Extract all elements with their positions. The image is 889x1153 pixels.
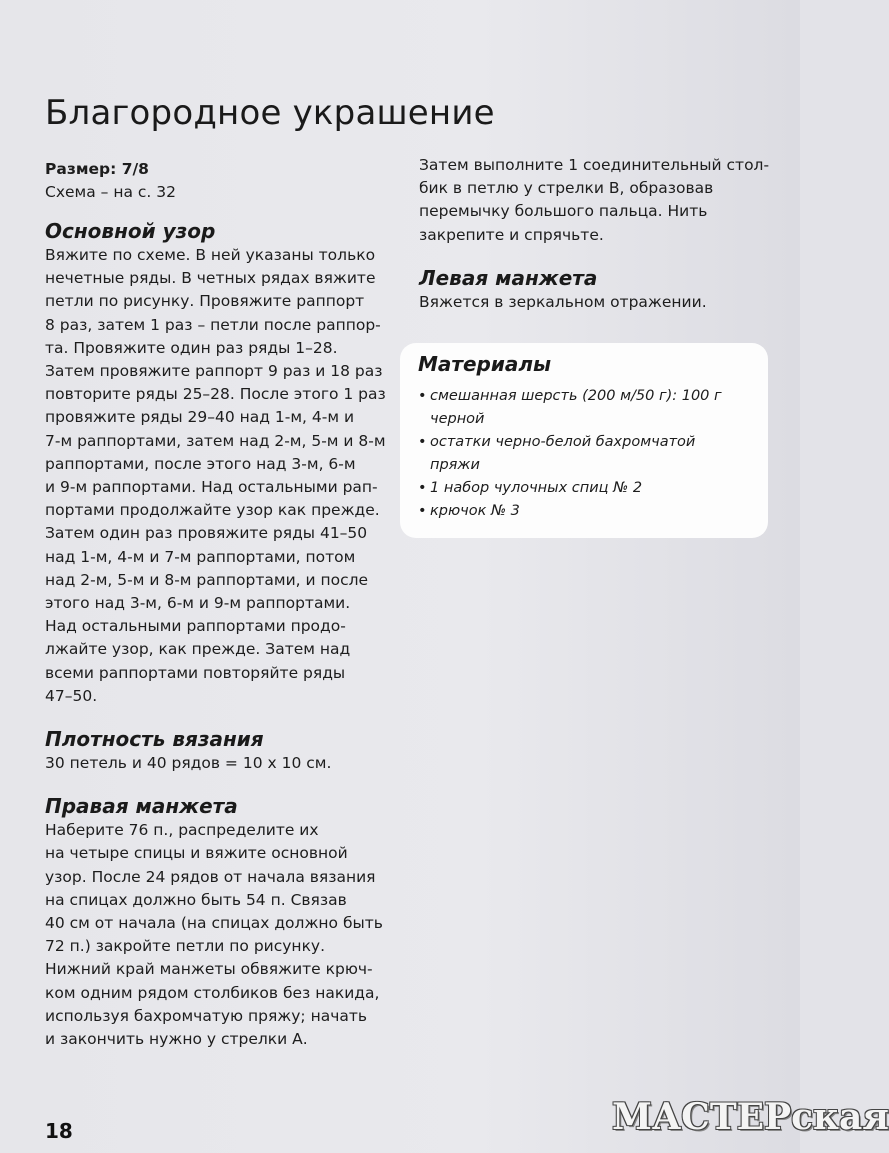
text-line: повторите ряды 25–28. После этого 1 раз: [45, 385, 386, 404]
text-line: Нижний край манжеты обвяжите крюч-: [45, 960, 373, 979]
materials-list: [418, 385, 750, 523]
material-line: остатки черно-белой бахромчатой: [430, 434, 696, 450]
text-line: 8 раз, затем 1 раз – петли после раппор-: [45, 315, 381, 334]
material-line: крючок № 3: [430, 503, 520, 519]
page-number: 18: [45, 1119, 73, 1143]
text-line: перемычку большого пальца. Нить: [419, 202, 708, 221]
list-item: [418, 477, 750, 500]
materials-heading: Материалы: [418, 352, 552, 376]
text-line: на спицах должно быть 54 п. Связав: [45, 890, 347, 909]
bullet-icon: •: [418, 434, 427, 450]
text-line: закрепите и спрячьте.: [419, 225, 604, 244]
text-line: Затем выполните 1 соединительный стол-: [419, 156, 770, 174]
text-line: Вяжите по схеме. В ней указаны только: [45, 246, 376, 264]
text-line: Наберите 76 п., распределите их: [45, 821, 319, 840]
page-title: Благородное украшение: [45, 92, 495, 133]
text-line: 72 п.) закройте петли по рисунку.: [45, 937, 326, 956]
text-line: Затем один раз провяжите ряды 41–50: [45, 524, 368, 543]
text-line: узор. После 24 рядов от начала вязания: [45, 867, 376, 886]
text-line: 7-м раппортами, затем над 2-м, 5-м и 8-м: [45, 431, 386, 450]
text-line: Над остальными раппортами продо-: [45, 617, 346, 636]
text-line: портами продолжайте узор как прежде.: [45, 501, 380, 520]
right-cuff-heading: Правая манжета: [45, 794, 238, 819]
text-line: нечетные ряды. В четных рядах вяжите: [45, 269, 376, 288]
text-line: 30 петель и 40 рядов = 10 х 10 см.: [45, 754, 332, 773]
scheme-reference: Схема – на с. 32: [45, 183, 176, 201]
left-cuff-text: [419, 291, 759, 314]
material-line: черной: [430, 411, 485, 427]
list-item: [418, 500, 750, 523]
materials-box: [400, 343, 768, 538]
bullet-icon: •: [418, 480, 427, 496]
watermark-logo: МАСТЕРская: [612, 1096, 889, 1138]
list-item: [418, 385, 750, 431]
left-cuff-heading: Левая манжета: [419, 265, 598, 290]
text-line: этого над 3-м, 6-м и 9-м раппортами.: [45, 594, 351, 613]
text-line: Затем провяжите раппорт 9 раз и 18 раз: [45, 362, 383, 381]
gauge-text: [45, 752, 395, 775]
bullet-icon: •: [418, 388, 427, 404]
material-line: 1 набор чулочных спиц № 2: [430, 480, 643, 496]
text-line: и закончить нужно у стрелки А.: [45, 1030, 308, 1049]
text-line: используя бахромчатую пряжу; начать: [45, 1006, 368, 1025]
material-line: смешанная шерсть (200 м/50 г): 100 г: [430, 388, 722, 404]
size-label: Размер: 7/8: [45, 160, 149, 178]
text-line: и 9-м раппортами. Над остальными рап-: [45, 478, 378, 497]
material-line: пряжи: [430, 457, 480, 473]
text-line: 47–50.: [45, 686, 98, 705]
text-line: ком одним рядом столбиков без накида,: [45, 983, 380, 1002]
text-line: 40 см от начала (на спицах должно быть: [45, 914, 383, 933]
main-pattern-text: [45, 244, 395, 708]
text-line: петли по рисунку. Провяжите раппорт: [45, 292, 365, 311]
list-item: [418, 431, 750, 477]
bullet-icon: •: [418, 503, 427, 519]
text-line: над 1-м, 4-м и 7-м раппортами, потом: [45, 547, 356, 566]
text-line: бик в петлю у стрелки В, образовав: [419, 179, 714, 198]
text-line: провяжите ряды 29–40 над 1-м, 4-м и: [45, 408, 355, 427]
text-line: на четыре спицы и вяжите основной: [45, 844, 348, 863]
continuation-text: [419, 154, 770, 247]
left-column: [45, 158, 395, 1051]
main-pattern-heading: Основной узор: [45, 219, 216, 243]
gauge-heading: Плотность вязания: [45, 727, 264, 752]
right-cuff-text: [45, 819, 395, 1051]
text-line: раппортами, после этого над 3-м, 6-м: [45, 454, 356, 473]
text-line: та. Провяжите один раз ряды 1–28.: [45, 338, 338, 357]
text-line: всеми раппортами повторяйте ряды: [45, 663, 346, 682]
text-line: Вяжется в зеркальном отражении.: [419, 292, 707, 311]
text-line: над 2-м, 5-м и 8-м раппортами, и после: [45, 570, 369, 589]
text-line: лжайте узор, как прежде. Затем над: [45, 640, 351, 659]
right-column: [419, 154, 770, 314]
